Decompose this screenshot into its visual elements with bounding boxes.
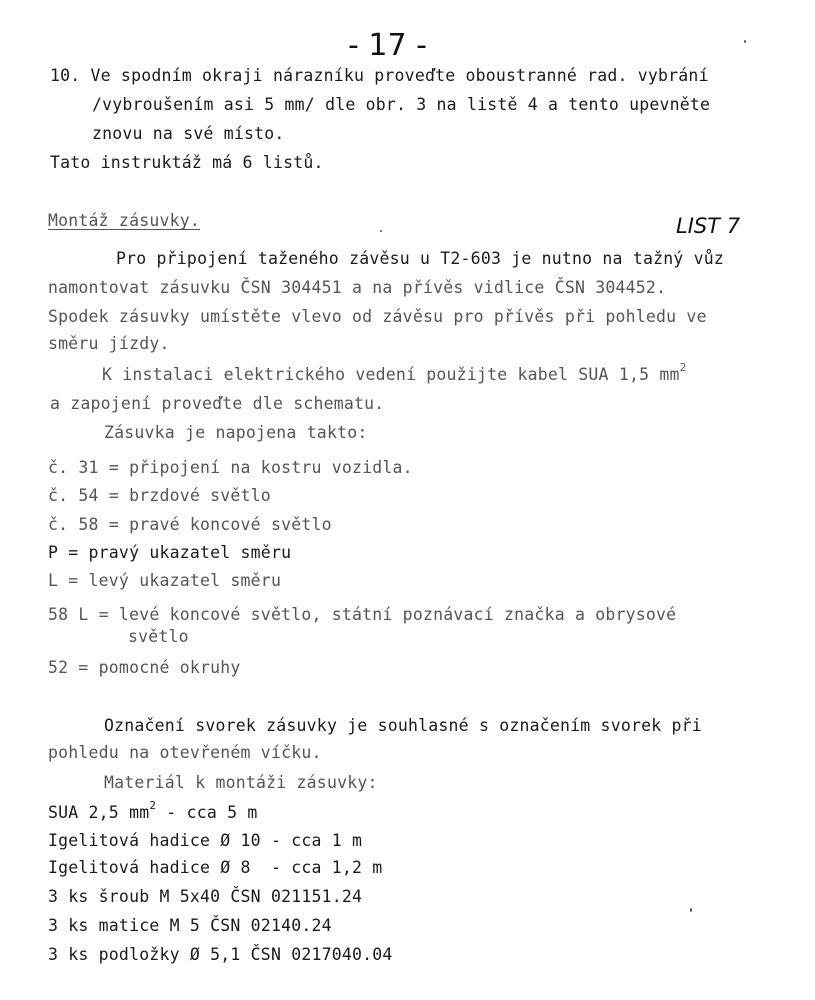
text-line: a zapojení proveďte dle schematu. xyxy=(50,394,385,413)
text-line: 10. Ve spodním okraji nárazníku proveďte oboustranné rad. vybrání xyxy=(50,66,709,85)
text-span: K instalaci elektrického vedení použijte kabel SUA 1,5 mm xyxy=(102,365,680,384)
text-line: Tato instruktáž má 6 listů. xyxy=(50,153,324,172)
text-line: Materiál k montáži zásuvky: xyxy=(104,773,378,792)
paper-speck xyxy=(690,908,692,912)
paper-speck xyxy=(380,230,382,232)
page-number: - 17 - xyxy=(348,28,427,63)
text-line xyxy=(102,361,687,385)
material-item: 3 ks podložky Ø 5,1 ČSN 0217040.04 xyxy=(48,945,393,964)
text-line: pohledu na otevřeném víčku. xyxy=(48,743,322,762)
superscript: 2 xyxy=(149,799,157,812)
superscript: 2 xyxy=(679,361,687,374)
text-line: Označení svorek zásuvky je souhlasné s označením svorek při xyxy=(104,716,702,735)
wiring-item: L = levý ukazatel směru xyxy=(48,571,282,590)
paper-speck xyxy=(744,40,746,43)
text-line: směru jízdy. xyxy=(48,334,170,353)
text-line: namontovat zásuvku ČSN 304451 a na přívěs vidlice ČSN 304452. xyxy=(48,278,667,297)
wiring-item: č. 54 = brzdové světlo xyxy=(48,486,271,505)
text-span: - cca 5 m xyxy=(156,803,258,822)
material-item: 3 ks matice M 5 ČSN 02140.24 xyxy=(48,916,332,935)
section-heading: Montáž zásuvky. xyxy=(48,211,201,230)
wiring-item: světlo xyxy=(128,627,189,646)
material-item: 3 ks šroub M 5x40 ČSN 021151.24 xyxy=(48,887,363,906)
material-item xyxy=(48,799,258,823)
wiring-item: 52 = pomocné okruhy xyxy=(48,658,241,677)
text-span: SUA 2,5 mm xyxy=(48,803,150,822)
text-line: Zásuvka je napojena takto: xyxy=(104,423,368,442)
text-line: Spodek zásuvky umístěte vlevo od závěsu pro přívěs při pohledu ve xyxy=(48,307,707,326)
list-mark: LIST 7 xyxy=(676,214,741,238)
text-line: Pro připojení taženého závěsu u T2-603 je nutno na tažný vůz xyxy=(116,249,725,268)
text-line: znovu na své místo. xyxy=(92,124,285,143)
wiring-item: 58 L = levé koncové světlo, státní poznávací značka a obrysové xyxy=(48,605,677,624)
wiring-item: č. 58 = pravé koncové světlo xyxy=(48,515,332,534)
wiring-item: č. 31 = připojení na kostru vozidla. xyxy=(48,458,413,477)
material-item: Igelitová hadice Ø 10 - cca 1 m xyxy=(48,831,363,850)
material-item: Igelitová hadice Ø 8 - cca 1,2 m xyxy=(48,858,383,877)
text-line: /vybroušením asi 5 mm/ dle obr. 3 na listě 4 a tento upevněte xyxy=(92,95,711,114)
wiring-item: P = pravý ukazatel směru xyxy=(48,543,292,562)
